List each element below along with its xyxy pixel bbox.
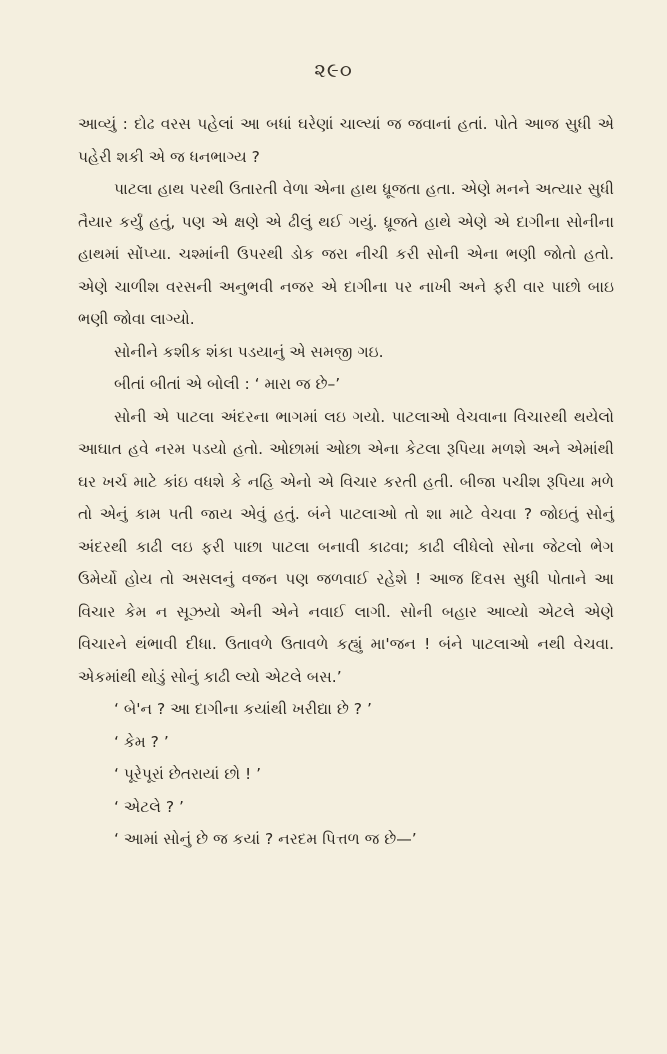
paragraph-1: આવ્યું : દોઢ વરસ પહેલાં આ બધાં ઘરેણાં ચાલ્યાં જ જવાનાં હતાં. પોતે આજ સુધી એ પહેરી શકી એ જ ધનભાગ્ય ? [78,115,614,166]
paragraph-2: પાટલા હાથ પરથી ઉતારતી વેળા એના હાથ ધ્રૂજતા હતા. એણે મનને અત્યાર સુધી તૈયાર કર્યું હતું, પણ એ ક્ષણે એ ઢીલું થઈ ગયું. ધ્રૂજતે હાથે એણે એ દાગીના સોનીના હાથમાં સોંપ્યા. ચશ્માંની ઉપરથી ડોક જરા નીચી કરી સોની એના ભણી જોતો હતો. એણે ચાળીશ વરસની અનુભવી નજર એ દાગીના પર નાખી અને ફરી વાર પાછો બાઇ ભણી જોવા લાગ્યો. [78,180,614,328]
body-text [78,108,614,856]
dialogue-line-3: ‘ પૂરેપૂરાં છેતરાયાં છો ! ’ [114,765,262,783]
paragraph-4: બીતાં બીતાં એ બોલી : ‘ મારા જ છે–’ [114,375,341,393]
page-number: ૨૯૦ [314,58,353,82]
dialogue-line-2: ‘ કેમ ? ’ [114,732,169,751]
dialogue-line-4: ‘ એટલે ? ’ [114,797,184,816]
paragraph-3: સોનીને કશીક શંકા પડયાનું એ સમજી ગઇ. [114,342,384,361]
dialogue-line-1: ‘ બે'ન ? આ દાગીના કયાંથી ખરીદ્યા છે ? ’ [114,700,372,718]
dialogue-line-5: ‘ આમાં સોનું છે જ કયાં ? નરદમ પિત્તળ જ છે—’ [114,830,417,848]
paragraph-5: સોની એ પાટલા અંદરના ભાગમાં લઇ ગયો. પાટલાઓ વેચવાના વિચારથી થયેલો આઘાત હવે નરમ પડયો હતો. ઓછામાં ઓછા એના કેટલા રૂપિયા મળશે અને એમાંથી ઘર ખર્ચ માટે કાંઇ વધશે કે નહિ એનો એ વિચાર કરતી હતી. બીજા પચીશ રૂપિયા મળે તો એનું કામ પતી જાય એવું હતું. બંને પાટલાઓ તો શા માટે વેચવા ? જોઇતું સોનું અંદરથી કાઢી લઇ ફરી પાછા પાટલા બનાવી કાઢવા; કાઢી લીધેલો સોના જેટલો ભેગ ઉમેર્યો હોય તો અસલનું વજન પણ જળવાઈ રહેશે ! આજ દિવસ સુધી પોતાને આ વિચાર કેમ ન સૂઝયો એની એને નવાઈ લાગી. સોની બહાર આવ્યો એટલે એણે વિચારને થંભાવી દીધા. ઉતાવળે ઉતાવળે કહ્યું મા'જન ! બંને પાટલાઓ નથી વેચવા. એકમાંથી થોડું સોનું કાઢી લ્યો એટલે બસ.’ [78,407,614,686]
